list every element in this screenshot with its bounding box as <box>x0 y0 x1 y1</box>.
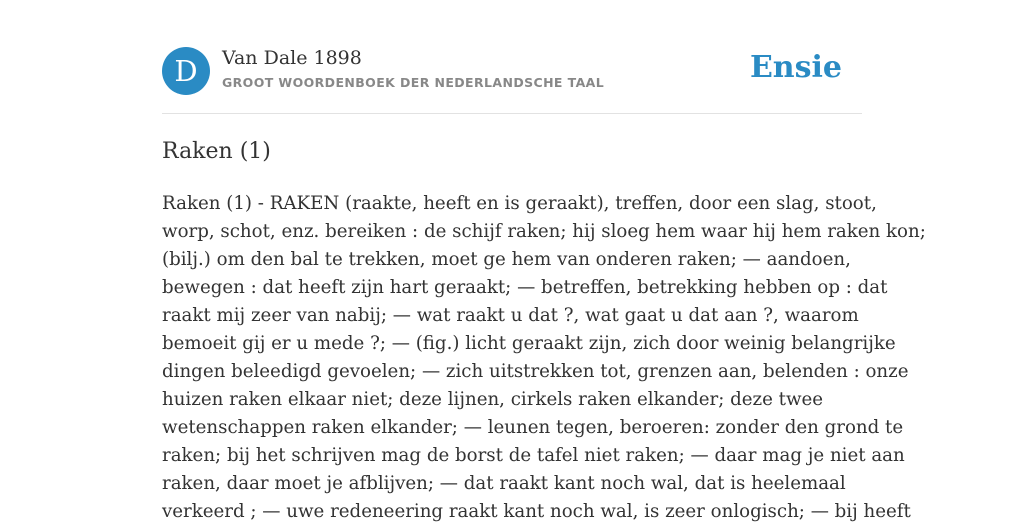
definition-line: worp, schot, enz. bereiken : de schijf raken; hij sloeg hem waar hij hem raken kon; <box>162 221 926 242</box>
dictionary-badge: D <box>162 47 210 95</box>
definition-line: raken, daar moet je afblijven; — dat raakt kant noch wal, dat is heelemaal <box>162 473 846 494</box>
definition-line: Raken (1) - RAKEN (raakte, heeft en is geraakt), treffen, door een slag, stoot, <box>162 193 877 214</box>
definition-line: wetenschappen raken elkander; — leunen tegen, beroeren: zonder den grond te <box>162 417 904 438</box>
definition-line: raakt mij zeer van nabij; — wat raakt u dat ?, wat gaat u dat aan ?, waarom <box>162 305 859 326</box>
definition-line: bemoeit gij er u mede ?; — (fig.) licht geraakt zijn, zich door weinig belangrijke <box>162 333 896 354</box>
header-divider <box>162 113 862 114</box>
entry-title: Raken (1) <box>162 139 271 164</box>
ensie-logo[interactable]: Ensie <box>749 50 842 85</box>
definition-line: huizen raken elkaar niet; deze lijnen, cirkels raken elkander; deze twee <box>162 389 824 410</box>
dictionary-name[interactable]: Van Dale 1898 <box>222 47 362 69</box>
definition-line: bewegen : dat heeft zijn hart geraakt; — betreffen, betrekking hebben op : dat <box>162 277 888 298</box>
dictionary-subtitle: GROOT WOORDENBOEK DER NEDERLANDSCHE TAAL <box>222 75 605 90</box>
definition-line: dingen beleedigd gevoelen; — zich uitstrekken tot, grenzen aan, belenden : onze <box>162 361 909 382</box>
dictionary-header <box>162 46 862 96</box>
entry-definition <box>162 190 926 526</box>
definition-line: (bilj.) om den bal te trekken, moet ge hem van onderen raken; — aandoen, <box>162 249 851 270</box>
definition-line: verkeerd ; — uwe redeneering raakt kant noch wal, is zeer onlogisch; — bij heeft <box>162 501 911 522</box>
definition-line: raken; bij het schrijven mag de borst de tafel niet raken; — daar mag je niet aan <box>162 445 905 466</box>
